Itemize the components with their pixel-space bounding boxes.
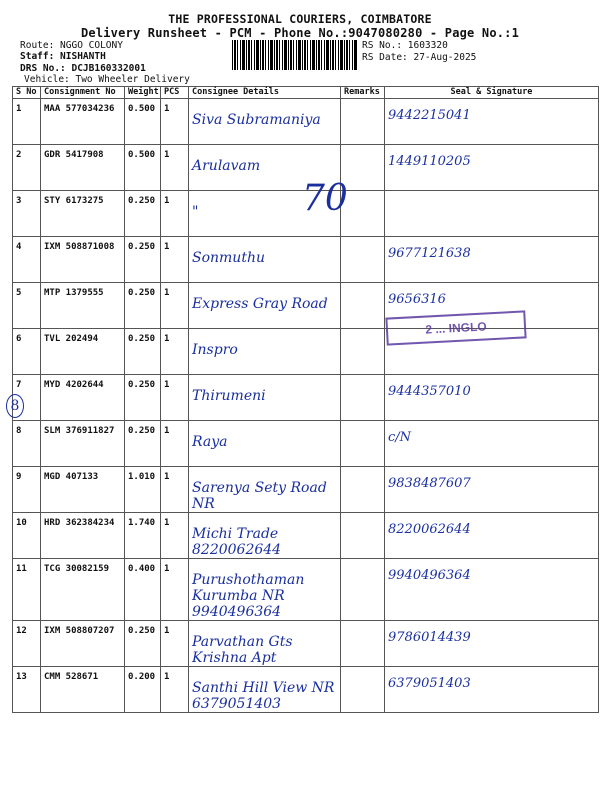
row-signature <box>385 191 599 237</box>
row-sno: 6 <box>13 329 41 375</box>
scribble-mark: 70 <box>302 178 348 219</box>
row-sno: 12 <box>13 621 41 667</box>
handwritten-consignee: " <box>192 204 199 220</box>
row-sno: 5 <box>13 283 41 329</box>
row-remarks <box>341 667 385 713</box>
handwritten-consignee: Michi Trade 8220062644 <box>192 526 282 558</box>
row-consignment-no: TVL 202494 <box>41 329 125 375</box>
table-header-row <box>13 87 599 99</box>
row-pcs: 1 <box>161 513 189 559</box>
row-weight: 0.200 <box>125 667 161 713</box>
vehicle-label: Vehicle: Two Wheeler Delivery <box>24 74 190 85</box>
row-remarks <box>341 283 385 329</box>
table-row <box>13 513 599 559</box>
row-consignment-no: MTP 1379555 <box>41 283 125 329</box>
runsheet-title: Delivery Runsheet - PCM - Phone No.:9047080280 - Page No.:1 <box>80 26 520 40</box>
row-consignment-no: MGD 407133 <box>41 467 125 513</box>
handwritten-signature: 8220062644 <box>388 522 471 537</box>
row-consignment-no: HRD 362384234 <box>41 513 125 559</box>
row-consignment-no: STY 6173275 <box>41 191 125 237</box>
row-consignment-no: IXM 508871008 <box>41 237 125 283</box>
handwritten-consignee: Parvathan Gts Krishna Apt <box>192 634 293 666</box>
row-consignee <box>189 421 341 467</box>
route-label: Route: NGGO COLONY <box>20 40 123 51</box>
row-pcs: 1 <box>161 99 189 145</box>
row-signature <box>385 375 599 421</box>
table-row <box>13 467 599 513</box>
row-sno: 1 <box>13 99 41 145</box>
header-signature: Seal & Signature <box>385 87 599 99</box>
table-row <box>13 667 599 713</box>
handwritten-consignee: Raya <box>192 434 228 450</box>
row-consignee <box>189 621 341 667</box>
barcode <box>232 40 358 70</box>
handwritten-signature: 6379051403 <box>388 676 471 691</box>
row-signature <box>385 667 599 713</box>
row-consignee <box>189 559 341 621</box>
row-consignment-no: TCG 30082159 <box>41 559 125 621</box>
row-consignment-no: IXM 508807207 <box>41 621 125 667</box>
row-consignee <box>189 99 341 145</box>
row-remarks <box>341 621 385 667</box>
row-weight: 0.500 <box>125 99 161 145</box>
row-weight: 1.010 <box>125 467 161 513</box>
row-sno: 2 <box>13 145 41 191</box>
row-remarks <box>341 329 385 375</box>
handwritten-consignee: Sonmuthu <box>192 250 265 266</box>
row-sno: 13 <box>13 667 41 713</box>
row-pcs: 1 <box>161 667 189 713</box>
row-signature <box>385 559 599 621</box>
handwritten-consignee: Express Gray Road <box>192 296 328 312</box>
row-consignment-no: MYD 4202644 <box>41 375 125 421</box>
row-pcs: 1 <box>161 145 189 191</box>
header-consignment: Consignment No <box>41 87 125 99</box>
row-pcs: 1 <box>161 375 189 421</box>
header-remarks: Remarks <box>341 87 385 99</box>
row-consignee <box>189 467 341 513</box>
row-pcs: 1 <box>161 191 189 237</box>
row-pcs: 1 <box>161 421 189 467</box>
row-signature <box>385 237 599 283</box>
row-signature <box>385 621 599 667</box>
row-weight: 0.250 <box>125 421 161 467</box>
row-consignment-no: MAA 577034236 <box>41 99 125 145</box>
row-sno: 3 <box>13 191 41 237</box>
handwritten-consignee: Arulavam <box>192 158 261 174</box>
row-remarks <box>341 421 385 467</box>
header-consignee: Consignee Details <box>189 87 341 99</box>
table-row <box>13 559 599 621</box>
table-row <box>13 99 599 145</box>
row-weight: 0.250 <box>125 375 161 421</box>
handwritten-signature: 9677121638 <box>388 246 471 261</box>
row-pcs: 1 <box>161 559 189 621</box>
row-remarks <box>341 99 385 145</box>
staff-label: Staff: NISHANTH <box>20 51 106 62</box>
company-title: THE PROFESSIONAL COURIERS, COIMBATORE <box>168 12 432 26</box>
row-consignee <box>189 667 341 713</box>
handwritten-consignee: Purushothaman Kurumba NR 9940496364 <box>192 572 305 620</box>
circled-row-marker: 8 <box>6 394 24 418</box>
rs-number: RS No.: 1603320 <box>362 40 448 51</box>
header-pcs: PCS <box>161 87 189 99</box>
row-sno: 4 <box>13 237 41 283</box>
table-row <box>13 421 599 467</box>
handwritten-consignee: Siva Subramaniya <box>192 112 321 128</box>
row-consignee <box>189 237 341 283</box>
row-sno: 10 <box>13 513 41 559</box>
drs-label: DRS No.: DCJB160332001 <box>20 63 146 74</box>
row-pcs: 1 <box>161 237 189 283</box>
row-pcs: 1 <box>161 467 189 513</box>
handwritten-signature: c/N <box>388 430 412 445</box>
row-signature <box>385 421 599 467</box>
row-signature <box>385 467 599 513</box>
row-consignment-no: SLM 376911827 <box>41 421 125 467</box>
table-row <box>13 621 599 667</box>
row-weight: 0.250 <box>125 237 161 283</box>
handwritten-signature: 9940496364 <box>388 568 471 583</box>
rs-date: RS Date: 27-Aug-2025 <box>362 52 477 63</box>
handwritten-consignee: Sarenya Sety Road NR <box>192 480 327 512</box>
row-weight: 0.500 <box>125 145 161 191</box>
row-signature <box>385 99 599 145</box>
handwritten-signature: 1449110205 <box>388 154 471 169</box>
row-weight: 1.740 <box>125 513 161 559</box>
handwritten-consignee: Santhi Hill View NR 6379051403 <box>192 680 335 712</box>
handwritten-signature: 9656316 <box>388 292 446 307</box>
handwritten-consignee: Inspro <box>192 342 238 358</box>
row-pcs: 1 <box>161 329 189 375</box>
row-sno: 8 <box>13 421 41 467</box>
row-pcs: 1 <box>161 621 189 667</box>
table-row <box>13 237 599 283</box>
row-remarks <box>341 467 385 513</box>
handwritten-consignee: Thirumeni <box>192 388 266 404</box>
row-weight: 0.250 <box>125 621 161 667</box>
row-sno: 7 <box>13 375 41 421</box>
row-remarks <box>341 237 385 283</box>
row-consignment-no: CMM 528671 <box>41 667 125 713</box>
handwritten-signature: 9444357010 <box>388 384 471 399</box>
row-weight: 0.250 <box>125 191 161 237</box>
row-weight: 0.250 <box>125 283 161 329</box>
row-consignee <box>189 375 341 421</box>
header-sno: S No <box>13 87 41 99</box>
row-signature <box>385 145 599 191</box>
row-remarks <box>341 513 385 559</box>
row-pcs: 1 <box>161 283 189 329</box>
row-remarks <box>341 559 385 621</box>
received-stamp: 2 ... INGLO <box>385 310 526 345</box>
handwritten-signature: 9786014439 <box>388 630 471 645</box>
row-consignee <box>189 329 341 375</box>
row-consignment-no: GDR 5417908 <box>41 145 125 191</box>
header-weight: Weight <box>125 87 161 99</box>
row-consignee <box>189 283 341 329</box>
row-consignee <box>189 513 341 559</box>
row-sno: 11 <box>13 559 41 621</box>
row-sno: 9 <box>13 467 41 513</box>
row-weight: 0.250 <box>125 329 161 375</box>
handwritten-signature: 9838487607 <box>388 476 471 491</box>
handwritten-signature: 9442215041 <box>388 108 471 123</box>
table-row <box>13 375 599 421</box>
row-weight: 0.400 <box>125 559 161 621</box>
row-remarks <box>341 375 385 421</box>
row-signature <box>385 513 599 559</box>
